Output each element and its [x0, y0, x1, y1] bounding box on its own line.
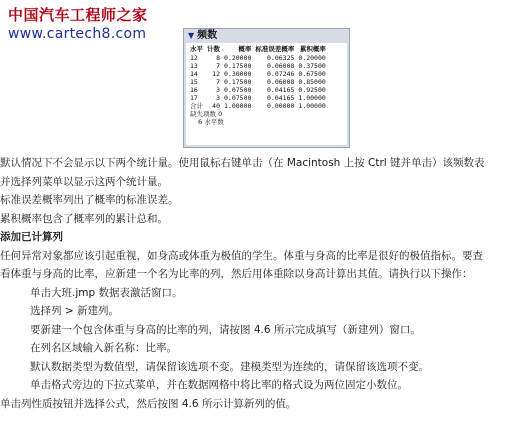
- cell: 0.17500: [224, 62, 252, 70]
- frequency-table[interactable]: [188, 43, 328, 110]
- cell: 17: [190, 94, 198, 102]
- cell: 13: [190, 62, 198, 70]
- cell: 0.07500: [224, 94, 252, 102]
- cell: 7: [216, 78, 220, 86]
- table-row: [188, 62, 328, 70]
- document-body: [0, 154, 531, 413]
- paragraph-line: 并选择列菜单以显示这两个统计量。: [0, 175, 168, 188]
- col-header-stderr: 标准误差概率: [255, 45, 295, 53]
- cell: 15: [190, 78, 198, 86]
- term-definition: 标准误差概率列出了概率的标准误差。: [0, 194, 179, 206]
- cell: 1.00000: [298, 94, 326, 102]
- table-row: [188, 70, 328, 78]
- paragraph-line: 默认情况下不会显示以下两个统计量。使用鼠标右键单击（在 Macintosh 上按 Ctrl 键并单击）该频数表: [0, 157, 485, 169]
- cell: 0.06325: [267, 54, 295, 62]
- disclosure-triangle-icon[interactable]: ▼: [188, 31, 195, 40]
- term-definition: 累积概率包含了概率列的累计总和。: [0, 212, 168, 225]
- cell: 0.04165: [267, 86, 295, 94]
- cell: 16: [190, 86, 198, 94]
- col-header-level: 水平: [190, 45, 203, 53]
- cell: 0.06008: [267, 62, 295, 70]
- report-title: 频数: [197, 30, 218, 41]
- cell: 8: [216, 54, 220, 62]
- col-header-count: 计数: [207, 45, 220, 53]
- cell: 12: [190, 54, 198, 62]
- cell: 0.85000: [298, 78, 326, 86]
- cell: 3: [216, 94, 220, 102]
- cell: 0.04165: [267, 94, 295, 102]
- table-row: [188, 94, 328, 102]
- step-item: 单击列性质按钮并选择公式，然后按图 4.6 所示计算新列的值。: [0, 397, 297, 410]
- cell: 0.07500: [224, 86, 252, 94]
- missing-count: 缺失项数 0: [190, 110, 223, 118]
- table-total-row: [188, 102, 328, 110]
- site-url: www.cartech8.com: [8, 26, 147, 42]
- cell: 0.30000: [224, 70, 252, 78]
- paragraph-line: 看体重与身高的比率，应新建一个名为比率的列，然后用体重除以身高计算出其值。请执行以下操作：: [0, 268, 473, 280]
- sub-step-item: 默认数据类型为数值型，请保留该选项不变。建模类型为连续的，请保留该选项不变。: [30, 360, 429, 373]
- step-item: 选择列 > 新建列。: [30, 305, 119, 317]
- step-item: 要新建一个包含体重与身高的比率的列，请按图 4.6 所示完成填写（新建列）窗口。: [30, 323, 421, 336]
- table-row: [188, 54, 328, 62]
- col-header-cumprob: 累积概率: [299, 45, 326, 53]
- cell: 0.67500: [298, 70, 326, 78]
- cell: 0.20000: [224, 54, 252, 62]
- cell: 合计: [190, 102, 203, 110]
- cell: 0.20000: [298, 54, 326, 62]
- site-name: 中国汽车工程师之家: [8, 6, 148, 24]
- cell: 1.00000: [298, 102, 326, 110]
- sub-step-item: 在列名区域输入新名称：比率。: [30, 342, 177, 354]
- level-count: 6 水平数: [198, 118, 224, 126]
- cell: 1.00000: [224, 102, 252, 110]
- table-row: [188, 78, 328, 86]
- cell: 0.06008: [267, 78, 295, 86]
- frequency-report: [183, 28, 350, 148]
- report-body: [186, 43, 347, 145]
- paragraph-line: 任何异常对象都应该引起重视，如身高或体重为极值的学生。体重与身高的比率是很好的极值指标。要查: [0, 249, 483, 262]
- cell: 14: [190, 70, 198, 78]
- table-header-row: [188, 43, 328, 54]
- cell: 0.07246: [267, 70, 295, 78]
- step-item: 单击大班.jmp 数据表激活窗口。: [30, 286, 183, 299]
- report-header[interactable]: [184, 29, 349, 42]
- section-heading: 添加已计算列: [0, 231, 63, 243]
- sub-step-item: 单击格式旁边的下拉式菜单，并在数据网格中将比率的格式设为两位固定小数位。: [30, 379, 408, 391]
- site-watermark: [8, 4, 148, 42]
- cell: 12: [212, 70, 220, 78]
- cell: 40: [212, 102, 220, 110]
- cell: 0.92500: [298, 86, 326, 94]
- cell: 0.00000: [267, 102, 295, 110]
- cell: 7: [216, 62, 220, 70]
- cell: 0.37500: [298, 62, 326, 70]
- table-row: [188, 86, 328, 94]
- col-header-prob: 概率: [238, 45, 252, 53]
- cell: 0.17500: [224, 78, 252, 86]
- cell: 3: [216, 86, 220, 94]
